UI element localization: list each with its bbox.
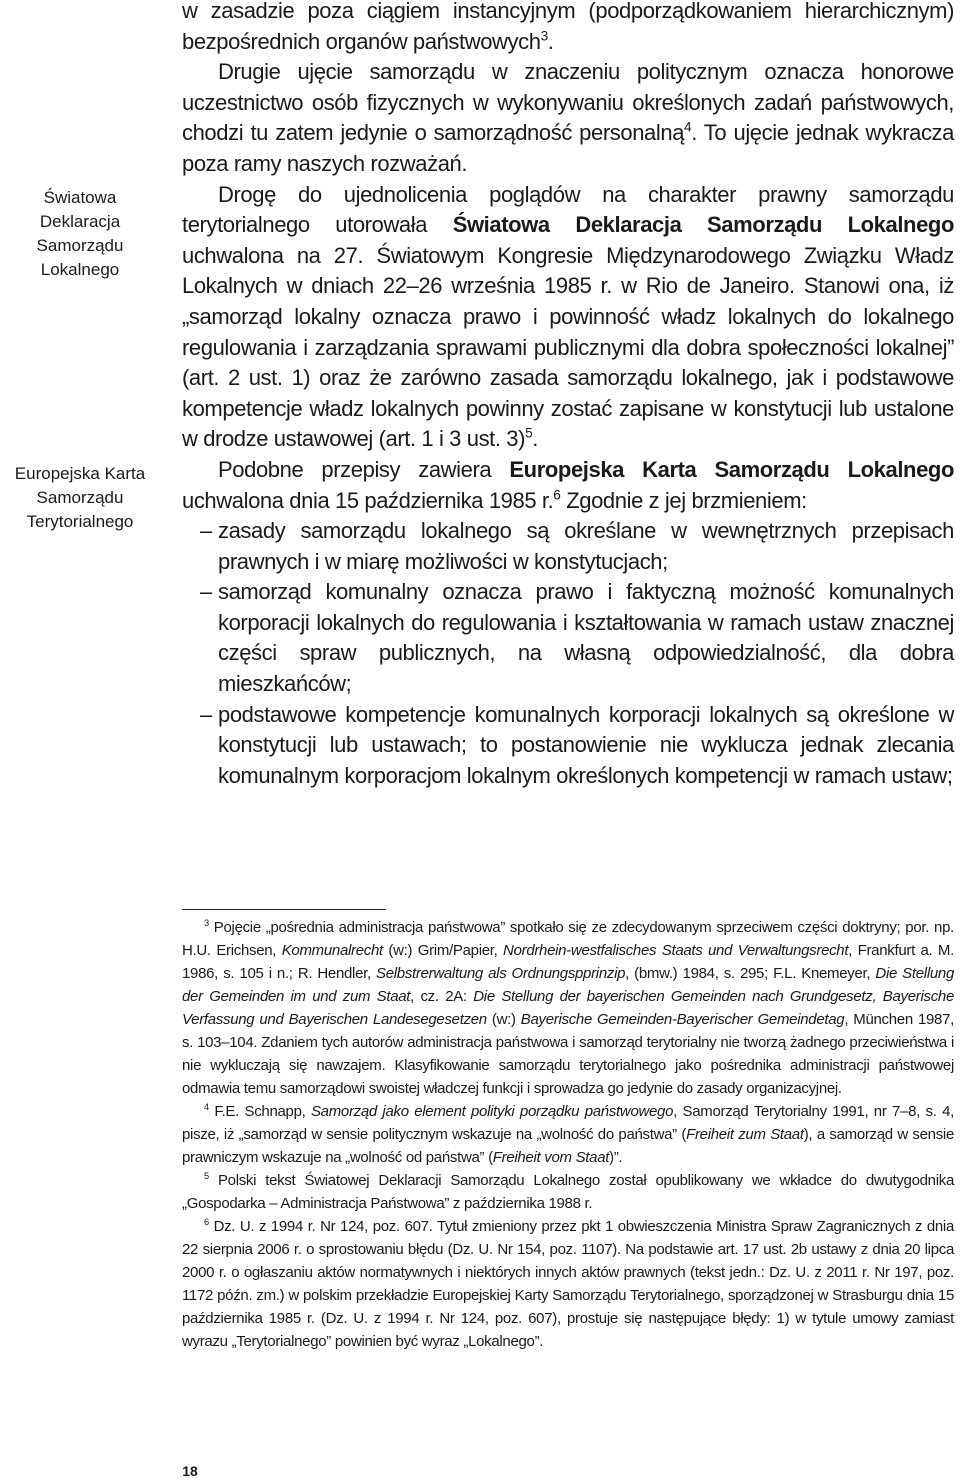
footnote-ref-5[interactable]: 5 [525, 425, 533, 441]
footnote-6 [182, 1215, 954, 1353]
main-text [182, 0, 954, 791]
margin-note-european-charter [0, 462, 160, 534]
paragraph-text: w zasadzie poza ciągiem instancyjnym (podporządkowaniem hierarchicznym) bezpośrednich organów państwowych [182, 0, 954, 54]
footnote-text: (w:) [486, 1011, 521, 1028]
paragraph-text: Drugie ujęcie samorządu w znaczeniu politycznym oznacza honorowe uczestnictwo osób fizycznych w wykonywaniu określonych zadań państwowych, chodzi tu zatem jedynie o samorządność personalną [182, 59, 954, 146]
footnote-number: 4 [204, 1102, 209, 1112]
footnote-text: Dz. U. z 1994 r. Nr 124, poz. 607. Tytuł zmieniony przez pkt 1 obwieszczenia Ministra Spraw Zagranicznych z dnia 22 sierpnia 2006 r. o sprostowaniu błędu (Dz. U. Nr 154, poz. 1107). Na podstawie art. 17 ust. 2b ustawy z dnia 20 lipca 2000 r. o ogłaszaniu aktów normatywnych i niektórych innych aktów prawnych (tekst jedn.: Dz. U. z 2011 r. Nr 197, poz. 1172 późn. zm.) w polskim przekładzie Europejskiej Karty Samorządu Terytorialnego, sporządzonej w Strasburgu dnia 15 października 1985 r. (Dz. U. z 1994 r. Nr 124, poz. 607), prostuje się następujące błędy: 1) w tytule umowy zamiast wyrazu „Terytorialnego” powinien być wyraz „Lokalnego”. [182, 1218, 954, 1350]
margin-note-line: Deklaracja [39, 212, 121, 231]
list-item-text: podstawowe kompetencje komunalnych korporacji lokalnych są określone w konstytucji lub ustawach; to postanowienie nie wyklucza jednak zlecania komunalnym korporacjom lokalnym określonych kompetencji w ramach ustaw; [218, 701, 954, 788]
footnote-text: F.E. Schnapp, [208, 1103, 311, 1120]
footnote-5 [182, 1169, 954, 1215]
footnote-italic: Bayerische Gemeinden-Bayerischer Gemeindetag [520, 1011, 845, 1028]
footnote-3 [182, 916, 954, 1100]
list-item [182, 700, 954, 792]
bold-term-world-declaration: Światowa Deklaracja Samorządu Lokalnego [452, 212, 954, 238]
footnote-separator [182, 909, 386, 910]
footnote-number: 6 [204, 1217, 209, 1227]
list-item [182, 516, 954, 577]
footnote-text: )”. [609, 1149, 623, 1166]
footnote-italic: Freiheit zum Staat [686, 1126, 804, 1143]
paragraph-text: Drogę do ujednolicenia poglądów na charakter prawny samorządu terytorialnego utorowała [182, 181, 954, 238]
list-item [182, 577, 954, 699]
footnote-italic: Kommunalrecht [281, 942, 383, 959]
footnote-italic: Samorząd jako element polityki porządku państwowego [310, 1103, 674, 1120]
paragraph-text: Podobne przepisy zawiera [218, 456, 510, 482]
footnote-italic: Selbstrerwaltung als Ordnungspprinzip [376, 965, 626, 982]
footnote-ref-6[interactable]: 6 [553, 487, 561, 503]
charter-principles-list [182, 516, 954, 791]
footnote-ref-3[interactable]: 3 [540, 28, 548, 44]
paragraph-text: Zgodnie z jej brzmieniem: [560, 487, 807, 513]
margin-note-line: Terytorialnego [26, 512, 134, 531]
paragraph-4 [182, 455, 954, 516]
dash-bullet: – [200, 579, 212, 605]
footnote-text: ), a samorząd w sensie prawniczym wskazuje na „wolność od państwa” ( [182, 1126, 954, 1166]
margin-note-line: Samorządu [36, 236, 124, 255]
paragraph-text: . To ujęcie jednak wykracza poza ramy naszych rozważań. [182, 120, 954, 176]
footnote-text: Pojęcie „pośrednia administracja państwowa” spotkało się ze zdecydowanym sprzeciwem części doktryny; por. np. H.U. Erichsen, [182, 919, 954, 959]
footnote-italic: Freiheit vom Staat [492, 1149, 610, 1166]
paragraph-3 [182, 180, 954, 455]
margin-note-line: Światowa [43, 188, 117, 207]
margin-note-line: Samorządu [36, 488, 124, 507]
footnote-text: , München 1987, s. 103–104. Zdaniem tych autorów administracja państwowa i samorząd terytorialny nie tworzą żadnego przeciwieństwa i nie wykluczają się nawzajem. Klasyfikowanie samorządu terytorialnego jako pośrednika administracji państwowej odmawia temu samorządowi swoistej władczej funkcji i sprowadza go jedynie do zasady organizacyjnej. [182, 1011, 954, 1097]
page-number: 18 [182, 1463, 198, 1479]
margin-note-line: Europejska Karta [14, 464, 146, 483]
footnote-text: , Frankfurt a. M. 1986, s. 105 i n.; R. Hendler, [182, 942, 954, 982]
footnote-text: , (bmw.) 1984, s. 295; F.L. Knemeyer, [625, 965, 876, 982]
paragraph-text: uchwalona na 27. Światowym Kongresie Międzynarodowego Związku Władz Lokalnych w dniach 22–26 września 1985 r. w Rio de Janeiro. Stanowi ona, iż „samorząd lokalny oznacza prawo i powinność władz lokalnych do lokalnego regulowania i zarządzania sprawami publicznymi dla dobra społeczności lokalnej” (art. 2 ust. 1) oraz że zarówno zasada samorządu lokalnego, jak i podstawowe kompetencje władz lokalnych powinny zostać zapisane w konstytucji lub ustalone w drodze ustawowej (art. 1 i 3 ust. 3) [182, 242, 954, 452]
footnote-text: Polski tekst Światowej Deklaracji Samorządu Lokalnego został opublikowany we wkładce do dwutygodnika „Gospodarka – Administracja Państwowa” z października 1988 r. [182, 1172, 954, 1212]
footnotes [182, 916, 954, 1353]
footnote-italic: Nordrhein-westfalisches Staats und Verwaltungsrecht [503, 942, 849, 959]
footnote-4 [182, 1100, 954, 1169]
margin-note-world-declaration [0, 186, 160, 282]
list-item-text: zasady samorządu lokalnego są określane w wewnętrznych przepisach prawnych i w miarę możliwości w konstytucjach; [218, 518, 954, 574]
margin-note-line: Lokalnego [40, 260, 120, 279]
paragraph-text: . [547, 28, 554, 54]
paragraph-2 [182, 57, 954, 179]
footnote-text: , Samorząd Terytorialny 1991, nr 7–8, s. 4, pisze, iż „samorząd w sensie politycznym wskazuje na „wolność do państwa” ( [182, 1103, 954, 1143]
footnote-ref-4[interactable]: 4 [684, 120, 692, 136]
footnote-text: (w:) Grim/Papier, [382, 942, 504, 959]
footnote-text: , cz. 2A: [410, 988, 474, 1005]
dash-bullet: – [200, 518, 212, 544]
paragraph-1 [182, 0, 954, 57]
footnote-italic: Die Stellung der bayerischen Gemeinden nach Grundgesetz, Bayerische Verfassung und Bayerischen Landesegesetzen [182, 988, 954, 1028]
dash-bullet: – [200, 701, 212, 727]
footnote-number: 5 [204, 1171, 209, 1181]
bold-term-european-charter: Europejska Karta Samorządu Lokalnego [509, 456, 954, 482]
list-item-text: samorząd komunalny oznacza prawo i faktyczną możność komunalnych korporacji lokalnych do regulowania i kształtowania w ramach ustaw znacznej części spraw publicznych, na własną odpowiedzialność, dla dobra mieszkańców; [218, 579, 954, 697]
footnote-italic: Die Stellung der Gemeinden im und zum Staat [182, 965, 954, 1005]
footnote-number: 3 [204, 918, 209, 928]
paragraph-text: uchwalona dnia 15 października 1985 r. [182, 487, 554, 513]
paragraph-text: . [532, 426, 538, 452]
